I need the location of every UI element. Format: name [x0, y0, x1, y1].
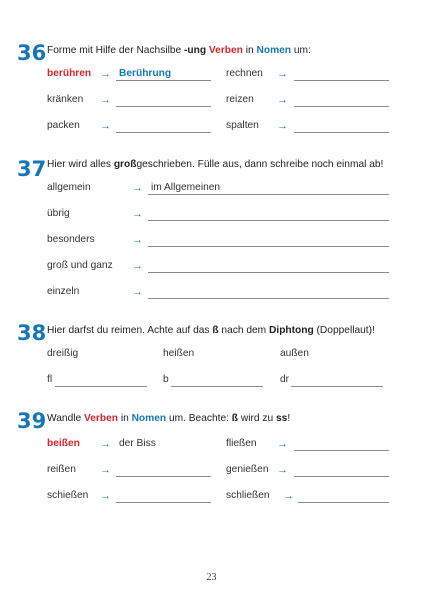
verb-word: genießen	[226, 464, 269, 475]
arrow-icon: →	[277, 464, 288, 476]
arrow-icon: →	[100, 464, 111, 476]
answer-line[interactable]	[294, 437, 389, 451]
rhyme-start: fl	[47, 374, 53, 385]
arrow-icon: →	[100, 68, 111, 80]
arrow-icon: →	[277, 94, 288, 106]
verb-word: spalten	[226, 120, 259, 131]
answer-line[interactable]	[294, 93, 389, 107]
arrow-icon: →	[100, 94, 111, 106]
answer-line[interactable]	[148, 233, 389, 247]
adjective-word: besonders	[47, 234, 95, 245]
arrow-icon: →	[277, 438, 288, 450]
adjective-word: übrig	[47, 208, 70, 219]
adjective-word: einzeln	[47, 286, 80, 297]
exercise-instruction: Wandle Verben in Nomen um. Beachte: ß wird zu ss!	[47, 413, 291, 424]
answer-line[interactable]	[298, 489, 389, 503]
rhyme-word: außen	[280, 348, 309, 359]
verb-word: rechnen	[226, 68, 263, 79]
exercise-number: 39	[17, 409, 47, 433]
answer-line[interactable]	[148, 259, 389, 273]
verb-word: beißen	[47, 438, 80, 449]
arrow-icon: →	[277, 68, 288, 80]
verb-word: schließen	[226, 490, 270, 501]
adjective-word: groß und ganz	[47, 260, 113, 271]
verb-word: reizen	[226, 94, 254, 105]
example-answer: im Allgemeinen	[151, 182, 221, 193]
exercise-number: 36	[17, 41, 47, 65]
arrow-icon: →	[100, 438, 111, 450]
answer-line[interactable]	[294, 463, 389, 477]
rhyme-word: dreißig	[47, 348, 79, 359]
answer-line[interactable]	[291, 373, 383, 387]
answer-line[interactable]	[148, 207, 389, 221]
arrow-icon: →	[132, 260, 143, 272]
arrow-icon: →	[283, 490, 294, 502]
verb-word: kränken	[47, 94, 84, 105]
answer-line[interactable]	[116, 489, 211, 503]
arrow-icon: →	[132, 234, 143, 246]
answer-line[interactable]	[55, 373, 147, 387]
answer-line[interactable]	[171, 373, 263, 387]
exercise-instruction: Forme mit Hilfe der Nachsilbe -ung Verben in Nomen um:	[47, 45, 311, 56]
rhyme-word: heißen	[163, 348, 195, 359]
answer-line[interactable]	[116, 463, 211, 477]
page-number: 23	[206, 572, 217, 583]
verb-word: packen	[47, 120, 80, 131]
verb-word: schießen	[47, 490, 89, 501]
arrow-icon: →	[100, 490, 111, 502]
verb-word: reißen	[47, 464, 76, 475]
exercise-instruction: Hier wird alles großgeschrieben. Fülle aus, dann schreibe noch einmal ab!	[47, 159, 384, 170]
example-answer: Berührung	[119, 68, 172, 79]
example-answer: der Biss	[119, 438, 156, 449]
arrow-icon: →	[277, 120, 288, 132]
adjective-word: allgemein	[47, 182, 91, 193]
exercise-number: 37	[17, 157, 47, 181]
answer-line[interactable]	[294, 119, 389, 133]
answer-line[interactable]	[116, 93, 211, 107]
verb-word: fließen	[226, 438, 257, 449]
arrow-icon: →	[132, 208, 143, 220]
arrow-icon: →	[132, 286, 143, 298]
exercise-instruction: Hier darfst du reimen. Achte auf das ß nach dem Diphtong (Doppellaut)!	[47, 325, 375, 336]
verb-word: berühren	[47, 68, 92, 79]
exercise-number: 38	[17, 321, 47, 345]
rhyme-start: b	[163, 374, 169, 385]
answer-line[interactable]	[148, 285, 389, 299]
arrow-icon: →	[100, 120, 111, 132]
answer-line[interactable]	[294, 67, 389, 81]
arrow-icon: →	[132, 182, 143, 194]
rhyme-start: dr	[280, 374, 290, 385]
answer-line[interactable]	[116, 119, 211, 133]
